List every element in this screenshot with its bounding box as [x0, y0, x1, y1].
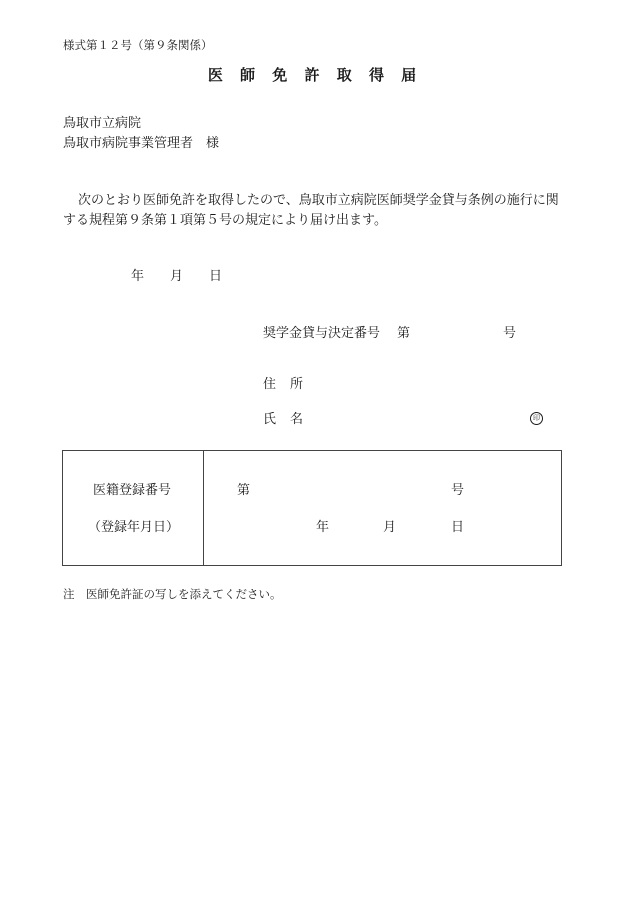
name-label: 氏名	[263, 412, 318, 427]
registration-number-suffix: 号	[451, 483, 465, 498]
address-label: 住所	[263, 377, 318, 392]
body-text-line-1: 次のとおり医師免許を取得したので、鳥取市立病院医師奨学金貸与条例の施行に関	[78, 193, 559, 208]
decision-number-prefix: 第	[397, 326, 411, 341]
table-divider	[203, 451, 204, 565]
registration-number-prefix: 第	[237, 483, 251, 498]
body-text-line-2: する規程第９条第１項第５号の規定により届け出ます。	[63, 213, 387, 228]
footnote: 注 医師免許証の写しを添えてください。	[63, 587, 282, 601]
seal-icon: 印	[530, 412, 543, 425]
document-title: 医 師 免 許 取 得 届	[207, 66, 423, 84]
application-date-year: 年	[131, 269, 145, 284]
registration-date-month: 月	[383, 520, 397, 535]
application-date-day: 日	[209, 269, 223, 284]
decision-number-suffix: 号	[503, 326, 517, 341]
registration-date-label: （登録年月日）	[88, 520, 180, 535]
registration-date-day: 日	[451, 520, 465, 535]
registration-date-year: 年	[316, 520, 330, 535]
form-number: 様式第１２号（第９条関係）	[63, 38, 213, 52]
application-date-month: 月	[170, 269, 184, 284]
decision-number-label: 奨学金貸与決定番号	[263, 326, 381, 341]
addressee-manager: 鳥取市病院事業管理者 様	[63, 136, 220, 151]
registration-number-label: 医籍登録番号	[93, 483, 172, 498]
addressee-hospital: 鳥取市立病院	[63, 116, 142, 131]
registration-table	[62, 450, 562, 566]
